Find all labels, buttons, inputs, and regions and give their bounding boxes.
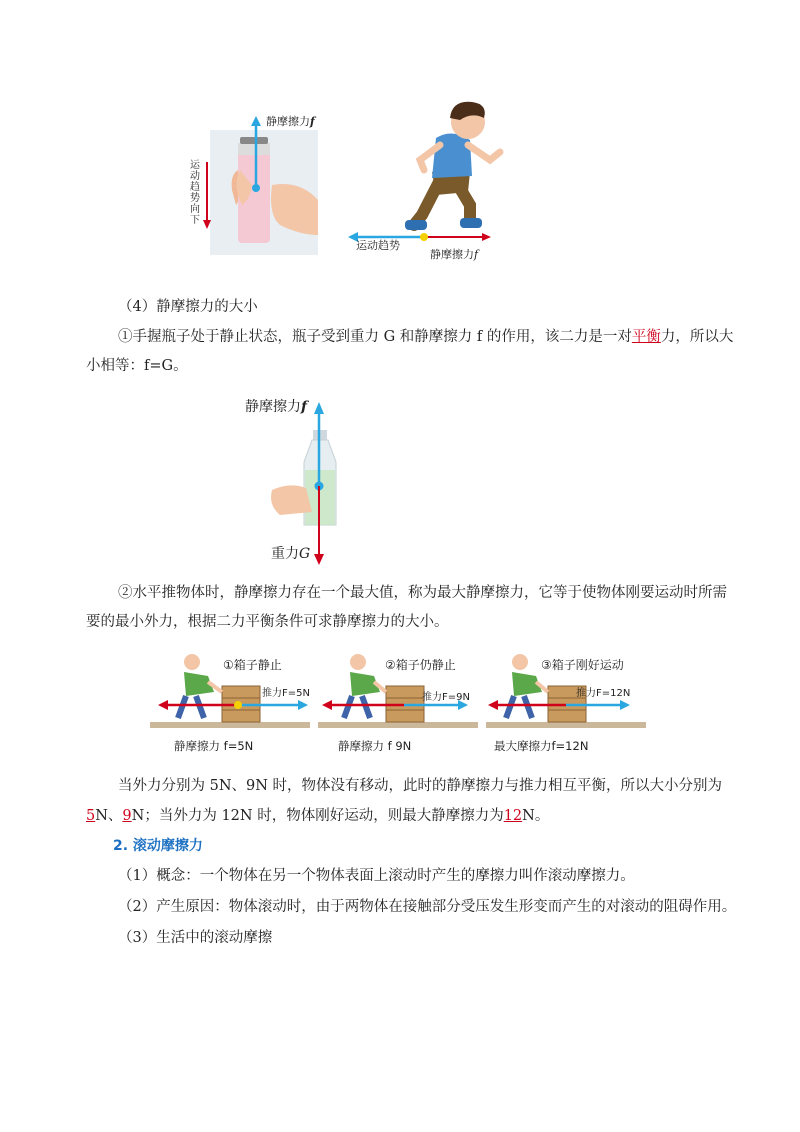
panel-2-title: ②箱子仍静止 (385, 658, 456, 672)
para1-text-b: 力，所以大 (660, 329, 734, 345)
water-bottle-gravity-label: 重力G (271, 546, 311, 562)
water-bottle-friction-label: 静摩擦力f (245, 399, 308, 415)
section4-heading: （4）静摩擦力的大小 (118, 299, 258, 315)
bottle-trend-label: 运动趋势向下 (190, 160, 200, 226)
para3-text-mid2: N；当外力为 12N 时，物体刚好运动，则最大静摩擦力为 (131, 808, 504, 824)
para2-line1: ②水平推物体时，静摩擦力存在一个最大值，称为最大静摩擦力，它等于使物体刚要运动时所需 (118, 585, 727, 601)
section4-para1-line2: 小相等：f=G。 (86, 358, 188, 374)
runner-trend-label: 运动趋势 (356, 239, 400, 252)
bottle-force-label: 静摩擦力f (266, 115, 315, 128)
para3-blank-3: 12 (503, 808, 523, 824)
panel-2-push-label: 推力F=9N (422, 692, 470, 703)
panel-1-friction-label: 静摩擦力 f=5N (174, 739, 254, 753)
section2-item-2: （2）产生原因：物体滚动时，由于两物体在接触部分受压发生形变而产生的对滚动的阻碍作用。 (118, 899, 737, 915)
para3-line2 (86, 806, 549, 826)
panel-1-push-label: 推力F=5N (262, 688, 310, 699)
para2-line2: 要的最小外力，根据二力平衡条件可求静摩擦力的大小。 (86, 614, 449, 630)
para1-text-a: ①手握瓶子处于静止状态，瓶子受到重力 G 和静摩擦力 f 的作用，该二力是一对 (118, 329, 632, 345)
panel-3-title: ③箱子刚好运动 (541, 658, 624, 672)
section2-item-1: （1）概念：一个物体在另一个物体表面上滚动时产生的摩擦力叫作滚动摩擦力。 (118, 868, 635, 884)
panel-1-title: ①箱子静止 (223, 658, 282, 672)
para3-blank-2: 9 (122, 808, 132, 824)
panel-3-push-label: 推力F=12N (576, 688, 631, 699)
runner-force-label: 静摩擦力f (430, 248, 479, 261)
panel-3-friction-label: 最大摩擦力f=12N (494, 739, 589, 753)
panel-2-friction-label: 静摩擦力 f 9N (338, 739, 412, 753)
section2-heading: 2. 滚动摩擦力 (113, 838, 203, 854)
para3-line1: 当外力分别为 5N、9N 时，物体没有移动，此时的静摩擦力与推力相互平衡，所以大小分别为 (118, 778, 723, 794)
para3-blank-1: 5 (86, 808, 96, 824)
para3-text-end: N。 (522, 808, 550, 824)
para3-text-mid1: N、 (95, 808, 123, 824)
para1-blank: 平衡 (631, 329, 661, 345)
section2-item-3: （3）生活中的滚动摩擦 (118, 930, 273, 946)
